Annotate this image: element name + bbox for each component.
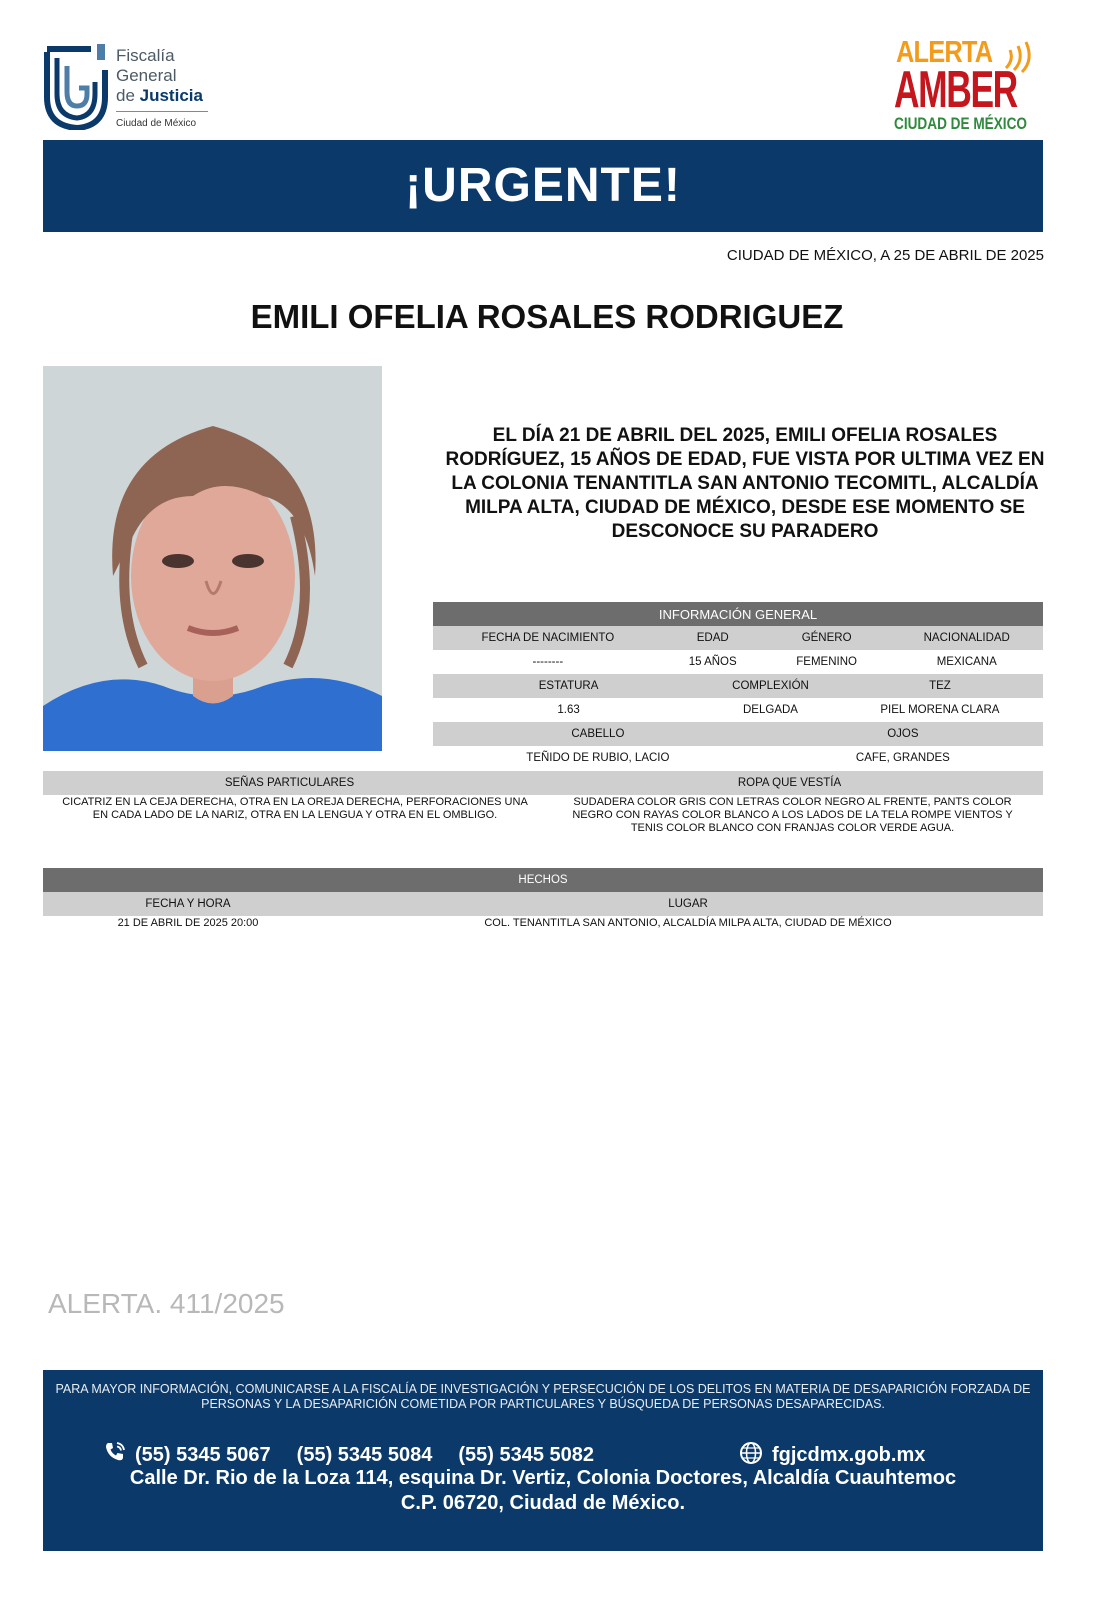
general-info-table [433, 602, 1043, 770]
value-birthdate: -------- [433, 650, 663, 674]
amber-line1: ALERTA [896, 34, 993, 69]
phone-3[interactable]: (55) 5345 5082 [458, 1444, 595, 1466]
fgj-logo-text [116, 46, 203, 106]
value-eyes: CAFE, GRANDES [763, 746, 1043, 770]
events-date-label: FECHA Y HORA [145, 898, 231, 910]
fgj-line3 [116, 86, 203, 106]
label-nationality: NACIONALIDAD [890, 626, 1043, 650]
address-line2: C.P. 06720, Ciudad de México. [400, 1492, 686, 1514]
address-line1: Calle Dr. Rio de la Loza 114, esquina Dr. Vertiz, Colonia Doctores, Alcaldía Cuauhtemoc [129, 1467, 957, 1489]
fgj-emblem-icon [43, 42, 109, 130]
phone-1[interactable]: (55) 5345 5067 [135, 1444, 271, 1466]
value-build: DELGADA [704, 698, 837, 722]
fgj-line2: General [116, 66, 177, 85]
label-eyes: OJOS [763, 722, 1043, 746]
label-height: ESTATURA [433, 674, 704, 698]
website-link[interactable]: fgjcdmx.gob.mx [772, 1444, 926, 1466]
fgj-line1: Fiscalía [116, 46, 175, 65]
person-name: EMILI OFELIA ROSALES RODRIGUEZ [250, 298, 844, 335]
address [43, 1466, 1043, 1516]
contact-footer [43, 1370, 1043, 1551]
urgent-banner: ¡URGENTE! [43, 140, 1043, 232]
features-text: CICATRIZ EN LA CEJA DERECHA, OTRA EN LA OREJA DERECHA, PERFORACIONES UNA EN CADA LADO DE LA NARIZ, OTRA EN LA LENGUA Y OTRA EN EL OMBLIGO. [62, 796, 528, 821]
events-title: HECHOS [43, 868, 1043, 892]
clothing-text: SUDADERA COLOR GRIS CON LETRAS COLOR NEGRO AL FRENTE, PANTS COLOR NEGRO CON RAYAS COLOR BLANCO A LOS LADOS DE LA TELA ROMPE VIENTOS Y TENIS COLOR BLANCO CON FRANJAS COLOR VERDE AGUA. [572, 796, 1013, 834]
fgj-divider [116, 111, 208, 112]
label-age: EDAD [663, 626, 763, 650]
contact-info-text: PARA MAYOR INFORMACIÓN, COMUNICARSE A LA FISCALÍA DE INVESTIGACIÓN Y PERSECUCIÓN DE LOS DELITOS EN MATERIA DE DESAPARICIÓN FORZADA DE PERSONAS Y LA DESAPARICIÓN COMETIDA POR PARTICULARES Y BÚSQUEDA DE PERSONAS DESAPARECIDAS. [55, 1382, 1031, 1411]
alert-number: ALERTA. 411/2025 [48, 1288, 285, 1319]
value-nationality: MEXICANA [890, 650, 1043, 674]
fgj-logo [43, 42, 109, 130]
general-info-title: INFORMACIÓN GENERAL [433, 602, 1043, 626]
value-hair: TEÑIDO DE RUBIO, LACIO [433, 746, 763, 770]
value-complexion: PIEL MORENA CLARA [837, 698, 1043, 722]
fgj-sub: Ciudad de México [116, 118, 197, 129]
website [738, 1440, 925, 1467]
value-gender: FEMENINO [763, 650, 891, 674]
person-photo [43, 366, 382, 751]
phone-2[interactable]: (55) 5345 5084 [296, 1444, 433, 1466]
label-complexion: TEZ [837, 674, 1043, 698]
clothing-label: ROPA QUE VESTÍA [737, 777, 842, 789]
phone-icon [103, 1440, 127, 1464]
label-build: COMPLEXIÓN [704, 674, 837, 698]
events-place-value: COL. TENANTITLA SAN ANTONIO, ALCALDÍA MILPA ALTA, CIUDAD DE MÉXICO [484, 917, 892, 929]
label-birthdate: FECHA DE NACIMIENTO [433, 626, 663, 650]
amber-line2: AMBER [894, 61, 1017, 119]
phone-numbers [103, 1440, 594, 1467]
fgj-line3-bold: Justicia [139, 86, 203, 105]
amber-line3: CIUDAD DE MÉXICO [894, 114, 1027, 133]
value-age: 15 AÑOS [663, 650, 763, 674]
value-height: 1.63 [433, 698, 704, 722]
globe-icon [738, 1440, 764, 1466]
dateline: CIUDAD DE MÉXICO, A 25 DE ABRIL DE 2025 [726, 247, 1044, 264]
label-gender: GÉNERO [763, 626, 891, 650]
events-date-value: 21 DE ABRIL DE 2025 20:00 [117, 917, 259, 929]
disappearance-description: EL DÍA 21 DE ABRIL DEL 2025, EMILI OFELIA ROSALES RODRÍGUEZ, 15 AÑOS DE EDAD, FUE VISTA POR ULTIMA VEZ EN LA COLONIA TENANTITLA SAN ANTONIO TECOMITL, ALCALDÍA MILPA ALTA, CIUDAD DE MÉXICO, DESDE ESE MOMENTO SE DESCONOCE SU PARADERO [445, 425, 1045, 542]
label-hair: CABELLO [433, 722, 763, 746]
fgj-line3-prefix: de [116, 86, 140, 105]
events-place-label: LUGAR [668, 898, 708, 910]
features-label: SEÑAS PARTICULARES [224, 777, 355, 789]
portrait-image [43, 366, 382, 751]
